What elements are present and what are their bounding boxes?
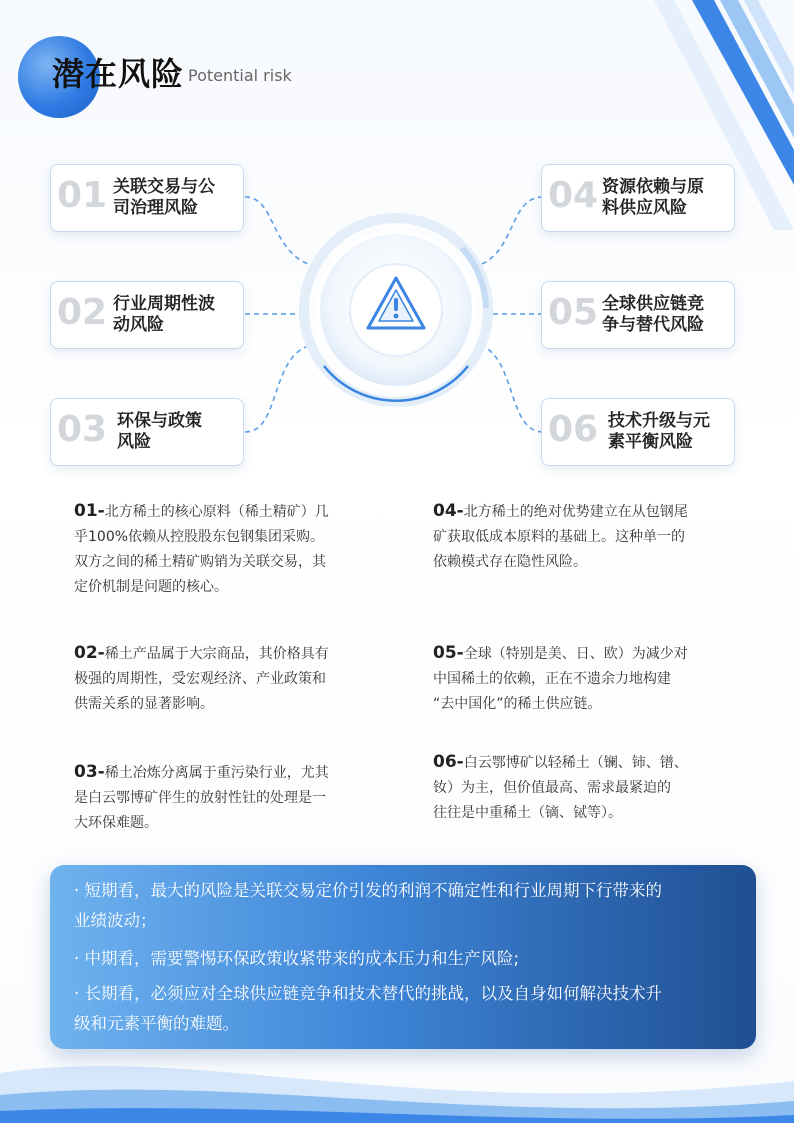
page-title: 潜在风险 — [52, 55, 185, 93]
risk-card-label: 全球供应链竞 争与替代风险 — [602, 294, 704, 335]
risk-card-label: 技术升级与元 素平衡风险 — [608, 411, 710, 452]
summary-line: · 长期看，必须应对全球供应链竞争和技术替代的挑战，以及自身如何解决技术升 — [74, 984, 662, 1003]
risk-description-03: 03-稀土冶炼分离属于重污染行业，尤其 是白云鄂博矿伴生的放射性钍的处理是一 大环保难题。 — [74, 762, 329, 831]
risk-card-label: 关联交易与公 司治理风险 — [113, 177, 215, 218]
risk-card-03 — [50, 398, 244, 466]
risk-card-06 — [541, 398, 735, 466]
risk-card-02 — [50, 281, 244, 349]
risk-card-number: 05 — [548, 292, 599, 333]
risk-card-label: 资源依赖与原 料供应风险 — [602, 177, 704, 218]
risk-description-01: 01-北方稀土的核心原料（稀土精矿）几 乎100%依赖从控股股东包钢集团采购。 双方之间的稀土精矿购销为关联交易，其 定价机制是问题的核心。 — [74, 501, 329, 595]
risk-card-label: 环保与政策 风险 — [117, 411, 202, 452]
risk-card-05 — [541, 281, 735, 349]
risk-description-04: 04-北方稀土的绝对优势建立在从包钢尾 矿获取低成本原料的基础上。这种单一的 依赖模式存在隐性风险。 — [433, 501, 688, 570]
risk-card-04 — [541, 164, 735, 232]
risk-card-01 — [50, 164, 244, 232]
risk-card-number: 02 — [57, 292, 108, 333]
risk-description-02: 02-稀土产品属于大宗商品，其价格具有 极强的周期性，受宏观经济、产业政策和 供需关系的显著影响。 — [74, 643, 329, 712]
page-subtitle: Potential risk — [188, 66, 292, 85]
risk-description-06: 06-白云鄂博矿以轻稀土（镧、铈、镨、 钕）为主，但价值最高、需求最紧迫的 往往是中重稀土（镝、铽等）。 — [433, 752, 688, 821]
risk-card-number: 01 — [57, 175, 108, 216]
summary-line: 业绩波动； — [74, 911, 157, 930]
summary-box — [50, 865, 756, 1049]
risk-card-label: 行业周期性波 动风险 — [113, 294, 215, 335]
summary-line: · 短期看，最大的风险是关联交易定价引发的利润不确定性和行业周期下行带来的 — [74, 881, 662, 900]
summary-line: · 中期看，需要警惕环保政策收紧带来的成本压力和生产风险; — [74, 949, 520, 968]
risk-card-number: 06 — [548, 409, 599, 450]
summary-line: 级和元素平衡的难题。 — [74, 1014, 239, 1033]
risk-description-05: 05-全球（特别是美、日、欧）为减少对 中国稀土的依赖，正在不遗余力地构建 “去中国化”的稀土供应链。 — [433, 643, 688, 712]
risk-card-number: 03 — [57, 409, 108, 450]
risk-hub-diagram — [240, 190, 556, 440]
risk-card-number: 04 — [548, 175, 599, 216]
